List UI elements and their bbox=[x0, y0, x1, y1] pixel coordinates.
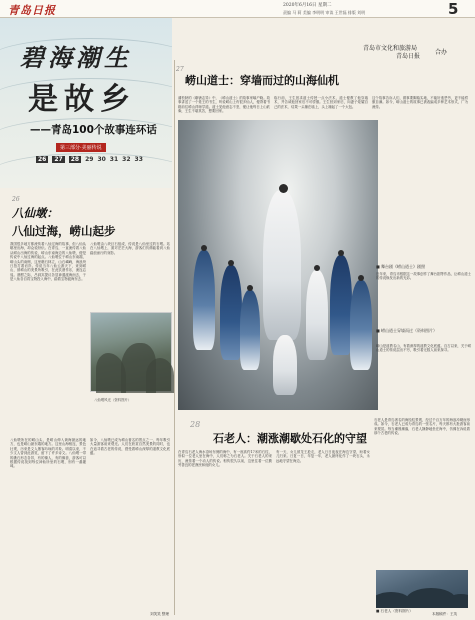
article3-body-col3: 石老人是青岛著名的海蚀柱景观，经过千百万年的海浪冲刷而形成。如今，石老人已成为青岛的一张名片，每天都有大批游客前来观赏。每当潮涨潮落，石老人静静地坐在海中，仿佛在诉说着那个古老的传说。 bbox=[374, 418, 470, 436]
article2-photo-caption: ■ 舞台剧《崂山道士》剧照 bbox=[376, 264, 426, 269]
article1-body-col4: 如今，八仙墩已成为崂山著名的景点之一，每年吸引大量游客前来观光。人们在欣赏自然美景的同时，也在追寻着古老的传说，感受着崂山深厚的道教文化底蕴。 bbox=[90, 438, 170, 456]
story-number-28: 28 bbox=[70, 156, 80, 163]
article1-photo bbox=[90, 312, 172, 392]
date-line: 2020年6月16日 星期二 bbox=[283, 3, 332, 8]
story-number-strip bbox=[36, 156, 143, 163]
article1-title-main: 八仙墩： bbox=[12, 206, 58, 220]
article1-body-col2: 八仙墩由八块巨石组成，传说是八仙坐过的石墩。站在八仙墩上，面对茫茫大海，游客们仿佛能看到八仙踏浪而行的身影。 bbox=[90, 242, 170, 255]
credit-org-1: 青岛市文化和旅游局 bbox=[363, 45, 418, 52]
article3-photo-caption: ■ 石老人（资料图片） bbox=[376, 609, 413, 613]
page-number: 5 bbox=[448, 0, 459, 18]
story-number-32: 32 bbox=[122, 156, 131, 163]
masthead bbox=[0, 0, 475, 18]
article2-title: 崂山道士：穿墙而过的山海仙机 bbox=[185, 74, 339, 87]
newspaper-logo: 青岛日报 bbox=[8, 4, 56, 17]
series-tag: 第三部分·美丽传说 bbox=[56, 143, 106, 152]
article2-body-col4: 近年来，青岛市根据这一故事创作了舞台剧等作品，让崂山道士的传说焕发出新的光彩。 bbox=[376, 272, 471, 281]
article3-number: 28 bbox=[190, 420, 201, 429]
article2-body-col5: 崂山是道教名山，有着深厚的道教文化底蕴。自古以来，关于崂山道士的传说层出不穷，吸引着无数人前来探寻。 bbox=[376, 344, 471, 353]
banner-title-line2: 是故乡 bbox=[28, 82, 136, 117]
story-number-31: 31 bbox=[109, 156, 119, 163]
article2-number: 27 bbox=[176, 66, 184, 73]
credit-joint-label: 合办 bbox=[435, 49, 448, 56]
story-number-29: 29 bbox=[85, 156, 94, 163]
article2-body-col2: 临行前，王生恳求道士传授一点小法术，道士便教了他穿墙术，并告诫他回家后不可骄傲。王生回到家后，向妻子炫耀自己的法术，结果一头撞在墙上，头上撞起了一个大包。 bbox=[274, 96, 368, 109]
article1-photo-caption: 八仙墩风光（资料图片） bbox=[94, 398, 132, 402]
article2-stage-photo bbox=[178, 120, 378, 410]
article1-body-col1: 我国很多地方都流传着八仙过海的故事，但八仙从哪里出海，却众说纷纭。在青岛，一直流传着八仙从崂山出海的传说，崂山东南海边的八仙墩，便是传说中八仙过海的起点。八仙墩位于崂山东南端，崂山头的南侧，这里礁石林立，山石嶙峋，海浪终日拍打着岩岸。传说当年八仙云游天下，来到崂山，被崂山的美景所吸引，在此饮酒作乐，流连忘返。酒酣之际，吕洞宾提议各显神通渡海而去，于是八仙各自将宝物投入海中，踏着宝物渡海东去。 bbox=[10, 242, 86, 282]
article2-body-col1: 蒲松龄的《聊斋志异》中，《崂山道士》的故事家喻户晓。故事讲述了一个姓王的书生，听说崂山上有很多仙人，便背着书箱前往崂山拜师学道。道士见他意志不坚，便让他每日上山砍柴，王生不堪其苦，想要回家。 bbox=[178, 96, 270, 114]
article1-number: 26 bbox=[12, 196, 20, 203]
column-divider bbox=[174, 60, 175, 615]
story-number-30: 30 bbox=[97, 156, 106, 163]
story-number-26: 26 bbox=[38, 156, 47, 163]
article2-photo-caption-2: ■ 崂山道士穿墙而过（资料图片） bbox=[376, 328, 438, 333]
credit-org-2: 青岛日报 bbox=[396, 53, 421, 60]
banner-subtitle: ——青岛100个故事连环话 bbox=[30, 124, 157, 136]
article1-byline: 刘笑笑 整理 bbox=[150, 612, 170, 616]
story-number-33: 33 bbox=[134, 156, 143, 163]
article3-body-col2: 有一天，女儿被龙王抢走，老人日日夜夜在海边守望，盼着女儿归来。日复一日，年复一年，老人最终化作了一块石头，永远地守望在海边。 bbox=[276, 450, 370, 463]
banner-title-line1: 碧海潮生 bbox=[20, 43, 132, 72]
article1-body-col3: 八仙墩所在的崂山头，是崂山伸入黄海最远的地方，也是崂山最东端的地方。这里山海相连，景色壮观，历来是文人墨客吟咏的对象。明清以来，不少文人曾到此游览，留下了许多诗文。八仙墩一带的礁石形态各异，有的像人，有的像兽，游客可以根据传说找到每位神仙所坐的石墩，别有一番趣味。 bbox=[10, 438, 86, 469]
article3-body-col1: 在青岛石老人海水浴场东侧的海中，有一座高约17米的石柱，形似一位老人坐在海中，人们称之为石老人。关于石老人的来历，流传着一个动人的传说。相传很久以前，这里住着一位勤劳善良的老渔民和他的女儿。 bbox=[178, 450, 272, 468]
article3-photo bbox=[376, 570, 468, 608]
page-footer-credit: 本版稿件：王英 bbox=[432, 612, 458, 616]
editors-line: 责编 马 莉 美编 李明明 审读 王世磊 排版 刘明 bbox=[283, 10, 366, 15]
article1-title-sub: 八仙过海，崂山起步 bbox=[12, 224, 116, 238]
article3-title: 石老人：潮涨潮歇处石化的守望 bbox=[213, 432, 367, 445]
story-number-27: 27 bbox=[54, 156, 63, 163]
article2-body-col3: 这个故事告诉人们，做事要脚踏实地，不能好逸恶劳，更不能骄傲自满。如今，崂山道士的故事已被改编成多种艺术形式，广为流传。 bbox=[372, 96, 468, 109]
